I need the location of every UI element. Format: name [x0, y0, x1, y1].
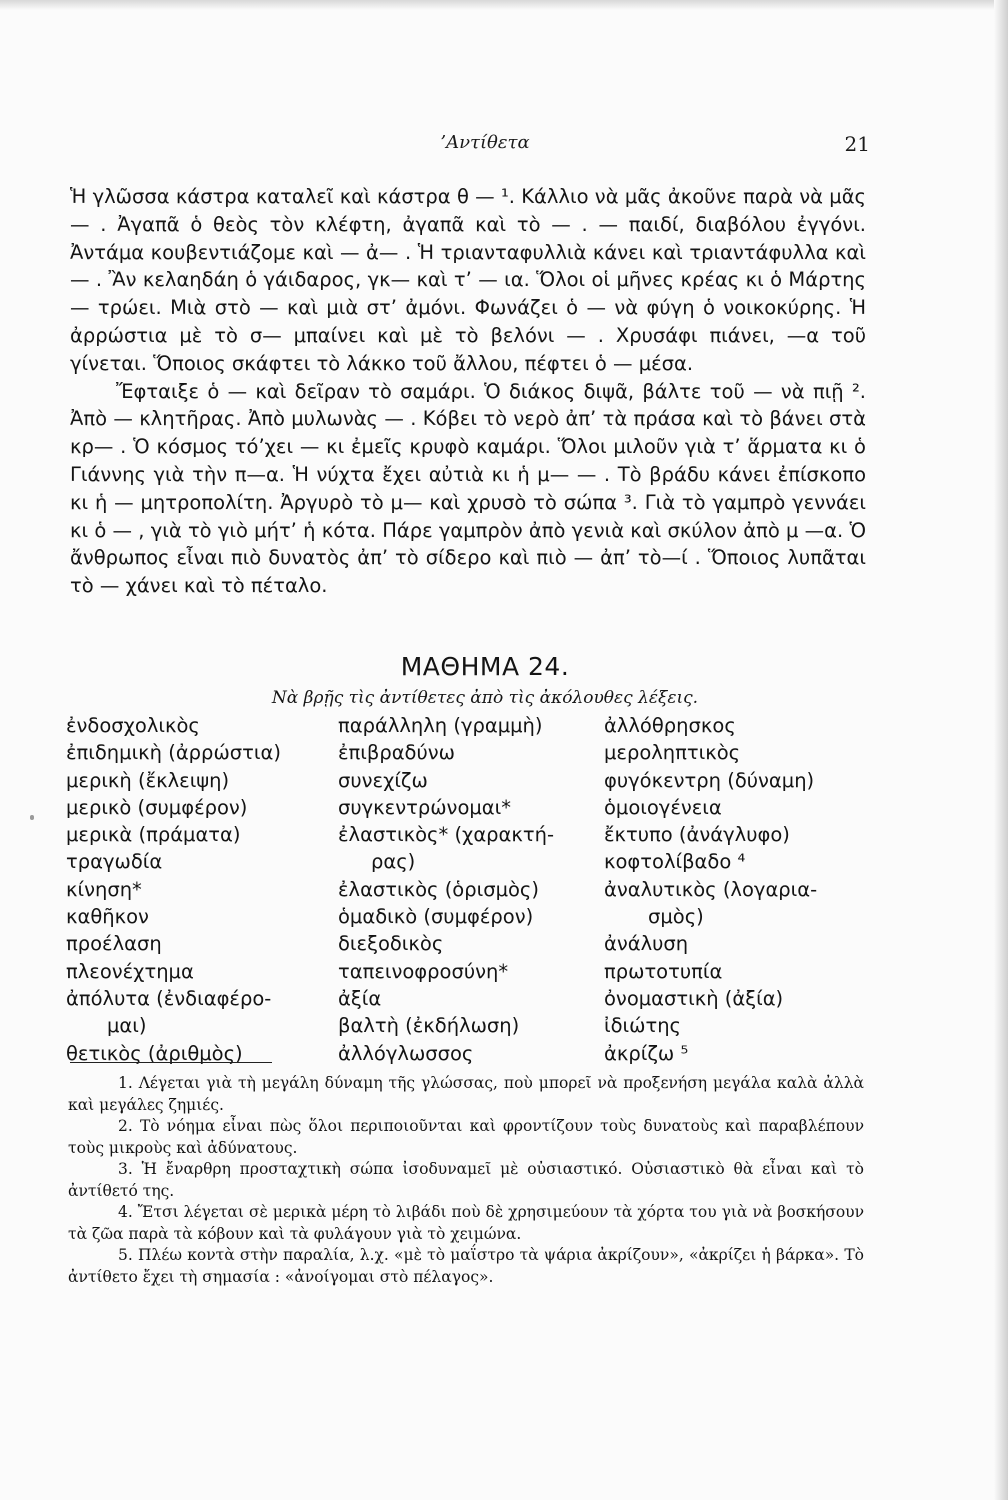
word-item: ἐλαστικὸς (ὁρισμὸς) — [338, 877, 539, 901]
word-item: σμὸς) — [648, 905, 704, 929]
word-item: μαι) — [107, 1014, 147, 1038]
word-item: ἐνδοσχολικὸς — [66, 714, 200, 737]
footnote: 3. Ἡ ἔναρθρη προσταχτικὴ σώπα ἰσοδυναμεῖ μὲ οὐσιαστικό. Οὐσιαστικὸ θὰ εἶναι καὶ τὸ ἀντίθετό της. — [68, 1160, 864, 1200]
word-item: ὀνομαστικὴ (ἀξία) — [604, 986, 784, 1010]
word-item: τραγωδία — [66, 850, 163, 874]
footnote: 2. Τὸ νόημα εἶναι πὼς ὅλοι περιποιοῦνται καὶ φροντίζουν τοὺς δυνατοὺς καὶ παραβλέπουν τοὺς μικροὺς καὶ ἀδύνατους. — [68, 1117, 864, 1157]
lesson-title: ΜΑΘΗΜΑ 24. — [400, 652, 570, 681]
page-speck — [30, 815, 34, 820]
word-item: ἐπιδημικὴ (ἀρρώστια) — [66, 741, 281, 765]
word-item: φυγόκεντρη (δύναμη) — [604, 768, 815, 792]
page-number: 21 — [844, 132, 870, 156]
word-item: μερικὴ (ἔκλειψη) — [66, 768, 230, 792]
word-item: προέλαση — [66, 932, 162, 956]
word-column-1 — [66, 712, 336, 1067]
word-item: ἀλλόγλωσσος — [338, 1041, 474, 1065]
word-item: πρωτοτυπία — [604, 959, 723, 983]
footnote-divider — [70, 1062, 272, 1063]
running-title: ’Αντίθετα — [440, 132, 530, 153]
lesson-instruction: Νὰ βρῇς τὶς ἀντίθετες ἀπὸ τὶς ἀκόλουθες λέξεις. — [271, 688, 699, 708]
word-item: ἀπόλυτα (ἐνδιαφέρο- — [66, 986, 272, 1010]
word-item: ταπεινοφροσύνη* — [338, 959, 509, 983]
page-header — [100, 132, 870, 162]
word-item: παράλληλη (γραμμὴ) — [338, 714, 543, 737]
word-item: ἀξία — [338, 986, 382, 1010]
body-text — [70, 183, 866, 600]
word-item: μεροληπτικὸς — [604, 741, 741, 765]
word-item: βαλτὴ (ἐκδήλωση) — [338, 1014, 520, 1038]
word-item: θετικὸς (ἀριθμὸς) — [66, 1041, 243, 1065]
word-item: ἔκτυπο (ἀνάγλυφο) — [604, 823, 790, 847]
word-item: μερικὰ (πράματα) — [66, 823, 241, 847]
page-right-edge — [994, 0, 1008, 1500]
word-item: ὁμοιογένεια — [604, 795, 722, 819]
word-item: μερικὸ (συμφέρον) — [66, 795, 248, 819]
word-item: ὁμαδικὸ (συμφέρον) — [338, 905, 534, 929]
body-paragraph: Ἡ γλῶσσα κάστρα καταλεῖ καὶ κάστρα θ — ¹. Κάλλιο νὰ μᾶς ἀκοῦνε παρὰ νὰ μᾶς — . Ἀγαπᾶ ὁ θεὸς τὸν κλέφτη, ἀγαπᾶ καὶ τὸ — . — παιδί, διαβόλου ἐγγόνι. Ἀντάμα κουβεντιάζομε καὶ — ἀ— . Ἡ τριανταφυλλιὰ κάνει καὶ τριαντάφυλλα καὶ — . Ἂν κελαηδάη ὁ γάιδαρος, γκ— καὶ τ’ — ια. Ὅλοι οἱ μῆνες κρέας κι ὁ Μάρτης — τρώει. Μιὰ στὸ — καὶ μιὰ στ’ ἀμόνι. Φωνάζει ὁ — νὰ φύγη ὁ νοικοκύρης. Ἡ ἀρρώστια μὲ τὸ σ— μπαίνει καὶ μὲ τὸ βελόνι — . Χρυσάφι πιάνει, —α τοῦ γίνεται. Ὅποιος σκάφτει τὸ λάκκο τοῦ ἄλλου, πέφτει ὁ — μέσα. — [70, 185, 866, 375]
word-item: πλεονέχτημα — [66, 959, 194, 983]
footnotes — [68, 1073, 864, 1288]
word-item: ἀνάλυση — [604, 932, 689, 956]
word-item: ἐπιβραδύνω — [338, 741, 455, 765]
word-item: ἐλαστικὸς* (χαρακτή- — [338, 823, 555, 847]
word-item: καθῆκον — [66, 905, 149, 929]
footnote: 5. Πλέω κοντὰ στὴν παραλία, λ.χ. «μὲ τὸ μαΐστρο τὰ ψάρια ἀκρίζουν», «ἀκρίζει ἡ βάρκα». Τὸ ἀντίθετο ἔχει τὴ σημασία : «ἀνοίγομαι στὸ πέλαγος». — [68, 1246, 864, 1286]
page-top-edge — [0, 0, 1008, 10]
word-item: διεξοδικὸς — [338, 932, 444, 956]
word-item: ἀναλυτικὸς (λογαρια- — [604, 877, 818, 901]
word-item: ἀλλόθρησκος — [604, 714, 736, 737]
word-item: ἀκρίζω ⁵ — [604, 1041, 689, 1065]
word-item: συνεχίζω — [338, 768, 428, 792]
footnote: 1. Λέγεται γιὰ τὴ μεγάλη δύναμη τῆς γλώσσας, ποὺ μπορεῖ νὰ προξενήση μεγάλα καλὰ ἀλλὰ καὶ μεγάλες ζημιές. — [68, 1074, 864, 1114]
body-paragraph: Ἔφταιξε ὁ — καὶ δεῖραν τὸ σαμάρι. Ὁ διάκος διψᾶ, βάλτε τοῦ — νὰ πιῇ ². Ἀπὸ — κλητῆρας. Ἀπὸ μυλωνὰς — . Κόβει τὸ νερὸ ἀπ’ τὰ πράσα καὶ τὸ βάνει στὰ κρ— . Ὁ κόσμος τό’χει — κι ἐμεῖς κρυφὸ καμάρι. Ὅλοι μιλοῦν γιὰ τ’ ἅρματα κι ὁ Γιάννης γιὰ τὴν π—α. Ἡ νύχτα ἔχει αὐτιὰ κι ἡ μ— — . Τὸ βράδυ κάνει ἐπίσκοπο κι ἡ — μητροπολίτη. Ἀργυρὸ τὸ μ— καὶ χρυσὸ τὸ σώπα ³. Γιὰ τὸ γαμπρὸ γεννάει κι ὁ — , γιὰ τὸ γιὸ μήτ’ ἡ κότα. Πάρε γαμπρὸν ἀπὸ γενιὰ καὶ σκύλον ἀπὸ μ —α. Ὁ ἄνθρωπος εἶναι πιὸ δυνατὸς ἀπ’ τὸ σίδερο καὶ πιὸ — ἀπ’ τὸ—ί . Ὅποιος λυπᾶται τὸ — χάνει καὶ τὸ πέταλο. — [70, 379, 866, 598]
word-column-3 — [604, 712, 868, 1067]
word-column-2 — [338, 712, 600, 1067]
word-item: κίνηση* — [66, 877, 142, 901]
word-item: συγκεντρώνομαι* — [338, 795, 511, 819]
word-item: ἰδιώτης — [604, 1014, 682, 1038]
footnote: 4. Ἔτσι λέγεται σὲ μερικὰ μέρη τὸ λιβάδι ποὺ δὲ χρησιμεύουν τὰ χόρτα του γιὰ νὰ βοσκήσουν τὰ ζῶα παρὰ τὰ κόβουν καὶ τὰ φυλάγουν γιὰ τὸ χειμώνα. — [68, 1203, 864, 1243]
word-item: κοφτολίβαδο ⁴ — [604, 850, 746, 874]
word-item: ρας) — [371, 850, 416, 874]
